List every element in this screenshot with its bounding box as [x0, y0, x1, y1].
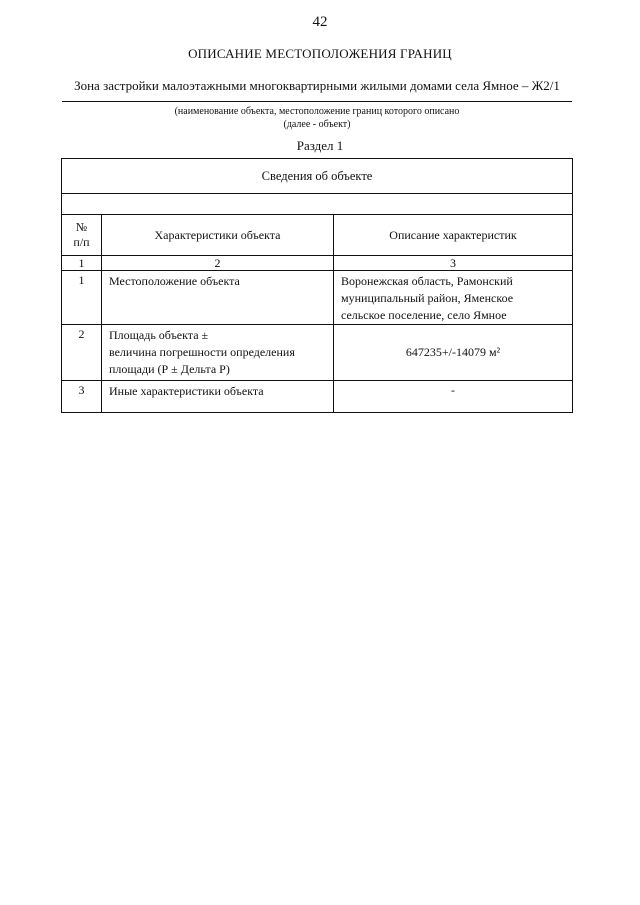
- header-num: [62, 215, 102, 256]
- row-characteristic-line: величина погрешности определения: [109, 345, 295, 359]
- object-name-underline: [62, 101, 572, 102]
- object-caption: [62, 105, 572, 131]
- document-title: ОПИСАНИЕ МЕСТОПОЛОЖЕНИЯ ГРАНИЦ: [188, 46, 452, 61]
- row-number: 3: [62, 381, 102, 413]
- row-value: [334, 271, 573, 325]
- table-spacer-cell: [62, 194, 573, 215]
- table-row: [62, 271, 573, 325]
- row-value-line: сельское поселение, село Ямное: [341, 308, 507, 322]
- row-value-line: муниципальный район, Яменское: [341, 291, 514, 305]
- object-caption-line-2: (далее - объект): [283, 119, 351, 130]
- row-value-line: Воронежская область, Рамонский: [341, 274, 513, 288]
- header-num-line-2: п/п: [73, 235, 90, 249]
- row-value: -: [334, 381, 573, 413]
- row-number: 2: [62, 325, 102, 381]
- object-info-table: [61, 158, 573, 413]
- table-header-row: [62, 215, 573, 256]
- object-caption-line-1: (наименование объекта, местоположение границ которого описано: [174, 106, 460, 117]
- header-characteristics: Характеристики объекта: [102, 215, 334, 256]
- column-number-3: 3: [334, 256, 573, 271]
- column-number-1: 1: [62, 256, 102, 271]
- table-caption-row: [62, 159, 573, 194]
- object-name: Зона застройки малоэтажными многоквартирными жилыми домами села Ямное – Ж2/1: [74, 78, 560, 93]
- row-characteristic: [102, 325, 334, 381]
- section-title: Раздел 1: [296, 138, 344, 153]
- row-characteristic: Местоположение объекта: [102, 271, 334, 325]
- column-number-row: [62, 256, 573, 271]
- row-characteristic: Иные характеристики объекта: [102, 381, 334, 413]
- table-spacer-row: [62, 194, 573, 215]
- table-row: [62, 381, 573, 413]
- row-number: 1: [62, 271, 102, 325]
- page-number: 42: [312, 14, 328, 30]
- header-num-line-1: №: [75, 220, 88, 234]
- header-description: Описание характеристик: [334, 215, 573, 256]
- row-value: 647235+/-14079 м²: [334, 325, 573, 381]
- table-caption: Сведения об объекте: [62, 159, 573, 194]
- row-characteristic-line: Площадь объекта ±: [109, 328, 209, 342]
- table-row: [62, 325, 573, 381]
- column-number-2: 2: [102, 256, 334, 271]
- row-characteristic-line: площади (Р ± Дельта Р): [109, 362, 230, 376]
